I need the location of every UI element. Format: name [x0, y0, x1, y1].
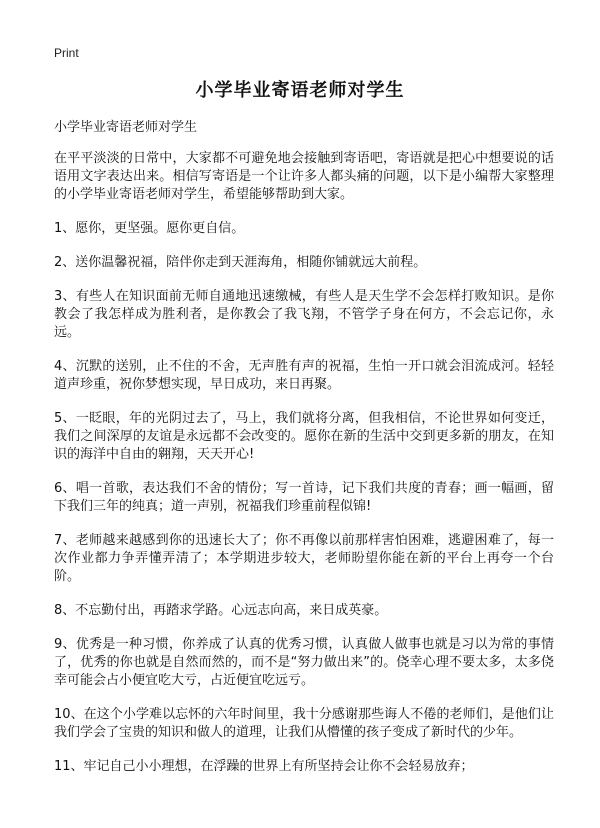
page-title: 小学毕业寄语老师对学生	[195, 80, 405, 101]
list-item: 4、沉默的送别，止不住的不舍，无声胜有声的祝福，生怕一开口就会泪流成河。轻轻道声珍重，祝你梦想实现，早日成功，来日再聚。	[54, 359, 554, 392]
list-item: 8、不忘勤付出，再踏求学路。心远志向高，来日成英豪。	[54, 603, 388, 618]
list-item: 5、一眨眼，年的光阴过去了，马上，我们就将分离，但我相信，不论世界如何变迁，我们之间深厚的友谊是永远都不会改变的。愿你在新的生活中交到更多新的朋友，在知识的海洋中自由的翱翔，天天开心!	[54, 411, 554, 462]
article-subtitle: 小学毕业寄语老师对学生	[54, 120, 198, 135]
list-item: 10、在这个小学难以忘怀的六年时间里，我十分感谢那些诲人不倦的老师们，是他们让我们学会了宝贵的知识和做人的道理，让我们从懵懂的孩子变成了新时代的少年。	[54, 707, 554, 740]
list-item: 3、有些人在知识面前无师自通地迅速缴械，有些人是天生学不会怎样打败知识。是你教会了我怎样成为胜利者，是你教会了我飞翔，不管学子身在何方，不会忘记你，永远。	[54, 289, 554, 340]
list-item: 6、唱一首歌，表达我们不舍的情份；写一首诗，记下我们共度的青春；画一幅画，留下我们三年的纯真；道一声别，祝福我们珍重前程似锦!	[54, 481, 554, 514]
list-item: 7、老师越来越感到你的迅速长大了；你不再像以前那样害怕困难，逃避困难了，每一次作业都力争弄懂弄清了；本学期进步较大，老师盼望你能在新的平台上再夸一个台阶。	[54, 533, 554, 584]
article-body	[54, 118, 554, 792]
list-item: 2、送你温馨祝福，陪伴你走到天涯海角，相随你铺就远大前程。	[54, 255, 427, 270]
list-item: 11、牢记自己小小理想，在浮躁的世界上有所坚持会让你不会轻易放弃；	[54, 759, 474, 774]
intro-paragraph: 在平平淡淡的日常中，大家都不可避免地会接触到寄语吧，寄语就是把心中想要说的话语用文字表达出来。相信写寄语是一个让许多人都头痛的问题，以下是小编帮大家整理的小学毕业寄语老师对学生，希望能够帮助到大家。	[54, 151, 554, 202]
print-link[interactable]: Print	[54, 46, 79, 60]
list-item: 9、优秀是一种习惯，你养成了认真的优秀习惯，认真做人做事也就是习以为常的事情了，优秀的你也就是自然而然的，而不是“努力做出来”的。侥幸心理不要太多，太多侥幸可能会占小便宜吃大亏，占近便宜吃远亏。	[54, 637, 554, 688]
list-item: 1、愿你，更坚强。愿你更自信。	[54, 221, 245, 236]
